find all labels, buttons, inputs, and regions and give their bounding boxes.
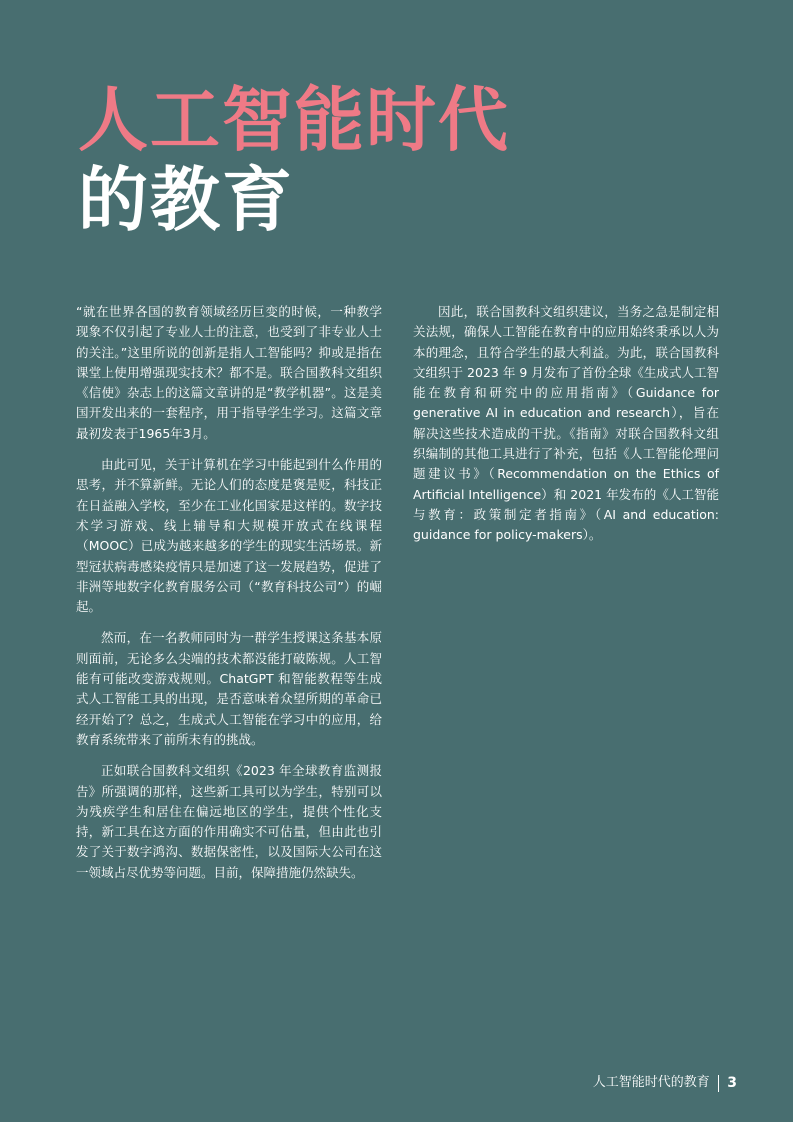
page-title-line1: 人工智能时代 [78,79,510,161]
running-title: 人工智能时代的教育 [592,1075,710,1090]
paragraph: 正如联合国教科文组织《2023 年全球教育监测报告》所强调的那样，这些新工具可以为学生，特别可以为残疾学生和居住在偏远地区的学生，提供个性化支持，新工具在这方面的作用确实不可估量，但由此也引发了关于数字鸿沟、数据保密性，以及国际大公司在这一领域占尽优势等问题。目前，保障措施仍然缺失。 [76,763,382,880]
page-title-line2: 的教育 [78,159,294,241]
left-column [76,302,382,894]
paragraph: “就在世界各国的教育领域经历巨变的时候，一种教学现象不仅引起了专业人士的注意，也受到了非专业人士的关注。”这里所说的创新是指人工智能吗？抑或是指在课堂上使用增强现实技术？都不是。联合国教科文组织《信使》杂志上的这篇文章讲的是“教学机器”。这是美国开发出来的一套程序，用于指导学生学习。这篇文章最初发表于1965年3月。 [76,304,382,441]
paragraph: 然而，在一名教师同时为一群学生授课这条基本原则面前，无论多么尖端的技术都没能打破陈规。人工智能有可能改变游戏规则。ChatGPT 和智能教程等生成式人工智能工具的出现，是否意味着众望所期的革命已经开始了？总之，生成式人工智能在学习中的应用，给教育系统带来了前所未有的挑战。 [76,630,382,747]
page-footer [593,1074,737,1092]
page-number: 3 [727,1075,737,1091]
paragraph: 由此可见，关于计算机在学习中能起到什么作用的思考，并不算新鲜。无论人们的态度是褒是贬，科技正在日益融入学校，至少在工业化国家是这样的。数字技术学习游戏、线上辅导和大规模开放式在线课程（MOOC）已成为越来越多的学生的现实生活场景。新型冠状病毒感染疫情只是加速了这一发展趋势，促进了非洲等地数字化教育服务公司（“教育科技公司”）的崛起。 [76,457,382,615]
right-column [413,302,719,557]
footer-divider [718,1075,720,1092]
paragraph: 因此，联合国教科文组织建议，当务之急是制定相关法规，确保人工智能在教育中的应用始终秉承以人为本的理念，且符合学生的最大利益。为此，联合国教科文组织于 2023 年 9 月发布了首份全球《生成式人工智能在教育和研究中的应用指南》（Guidance for generative AI in education and research），旨在解决这些技术造成的干扰。《指南》对联合国教科文组织编制的其他工具进行了补充，包括《人工智能伦理问题建议书》（Recommendation on the Ethics of Artificial Intelligence）和 2021 年发布的《人工智能与教育：政策制定者指南》（AI and education: guidance for policy-makers）。 [413,304,719,543]
